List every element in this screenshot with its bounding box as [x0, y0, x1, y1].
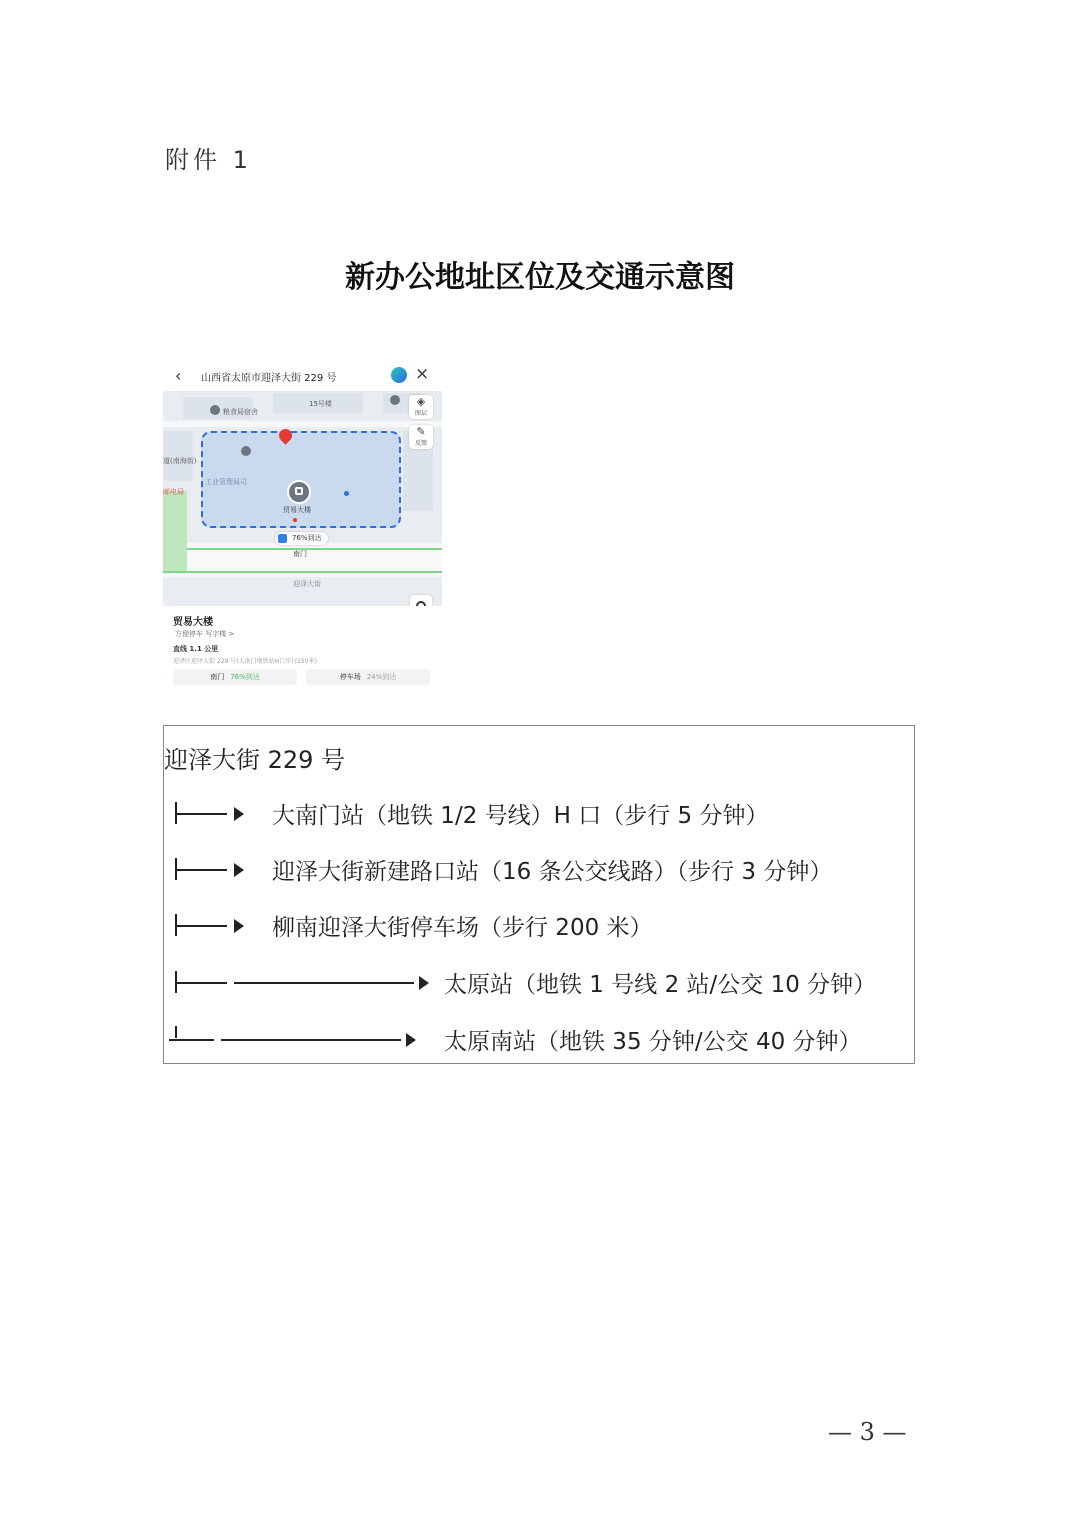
feedback-label: 反馈 [414, 440, 427, 447]
arrow-right-icon [406, 1033, 416, 1047]
search-bar [163, 361, 442, 391]
attachment-label: 附件 1 [165, 146, 252, 174]
route-line [177, 813, 227, 815]
route-destination: 大南门站（地铁 1/2 号线）H 口（步行 5 分钟） [272, 803, 769, 829]
entry-pct: 76%到达 [230, 673, 260, 681]
arrow-right-icon [234, 919, 244, 933]
marker-dot [293, 518, 297, 522]
route-connector [175, 1026, 177, 1038]
arrow-right-icon [234, 807, 244, 821]
poi-panel [163, 606, 442, 691]
poi-icon [390, 395, 400, 405]
street [163, 421, 442, 427]
route-diagram [163, 725, 915, 1064]
arrival-bubble [275, 532, 328, 545]
route-item [164, 797, 914, 827]
poi-icon [210, 405, 220, 415]
entry-label: 南门 [210, 673, 225, 681]
entry-south-gate [173, 669, 297, 685]
poi-name: 贸易大楼 [173, 617, 213, 628]
arrow-right-icon [419, 976, 429, 990]
page-title: 新办公地址区位及交通示意图 [345, 260, 735, 295]
pencil-icon: ✎ [416, 425, 426, 438]
map-view [163, 391, 442, 606]
gate-label: 南门 [293, 550, 307, 558]
route-line [234, 982, 414, 984]
entry-parking [306, 669, 430, 685]
poi-description: 迎泽区迎泽大街 229 号(大南门地铁站H口步行150米) [173, 658, 317, 665]
map-label: 工业管理局司 [205, 478, 247, 486]
entry-label: 停车场 [339, 673, 361, 681]
entry-pct: 24%到达 [366, 673, 397, 681]
poi-tags: 方便停车 写字楼 > [175, 630, 235, 638]
route-origin: 迎泽大街 229 号 [164, 746, 346, 774]
route-destination: 迎泽大街新建路口站（16 条公交线路）（步行 3 分钟） [272, 859, 833, 885]
arrow-right-icon [234, 863, 244, 877]
feedback-button [409, 425, 433, 449]
poi-label: 贸易大楼 [283, 506, 311, 514]
layers-icon: ◈ [416, 395, 426, 408]
map-label: 15号楼 [309, 400, 332, 408]
route-line [177, 869, 227, 871]
route-destination: 柳南迎泽大街停车场（步行 200 米） [272, 915, 653, 941]
page-number: — 3 — [828, 1418, 907, 1446]
route-line [169, 1039, 214, 1041]
route-destination: 太原南站（地铁 35 分钟/公交 40 分钟） [444, 1029, 862, 1055]
back-icon: ‹ [175, 366, 182, 385]
entrance-icon [278, 534, 287, 543]
assistant-icon [391, 367, 407, 383]
route-item [164, 1023, 914, 1053]
route-item [164, 909, 914, 939]
route-line [177, 982, 227, 984]
park-area [163, 491, 187, 571]
map-label: 邮电局 [163, 488, 184, 496]
close-icon: × [415, 364, 430, 384]
road-label: 迎泽大街 [293, 580, 321, 588]
address-text: 山西省太原市迎泽大街 229 号 [201, 373, 337, 384]
building-icon [287, 480, 311, 504]
poi-distance: 直线 1.1 公里 [173, 645, 219, 653]
poi-icon [241, 446, 251, 456]
layers-button [409, 395, 433, 419]
map-label: 道(南海街) [163, 457, 197, 465]
route-destination: 太原站（地铁 1 号线 2 站/公交 10 分钟） [444, 972, 877, 998]
map-label: 粮食局宿舍 [223, 408, 258, 416]
layers-label: 图层 [414, 410, 427, 417]
route-line [221, 1039, 401, 1041]
route-item [164, 853, 914, 883]
transit-line [163, 571, 442, 573]
route-line [177, 925, 227, 927]
route-item [164, 966, 914, 996]
bubble-text: 76%到达 [292, 534, 322, 542]
entrance-dot [344, 491, 349, 496]
map-screenshot [163, 361, 442, 691]
